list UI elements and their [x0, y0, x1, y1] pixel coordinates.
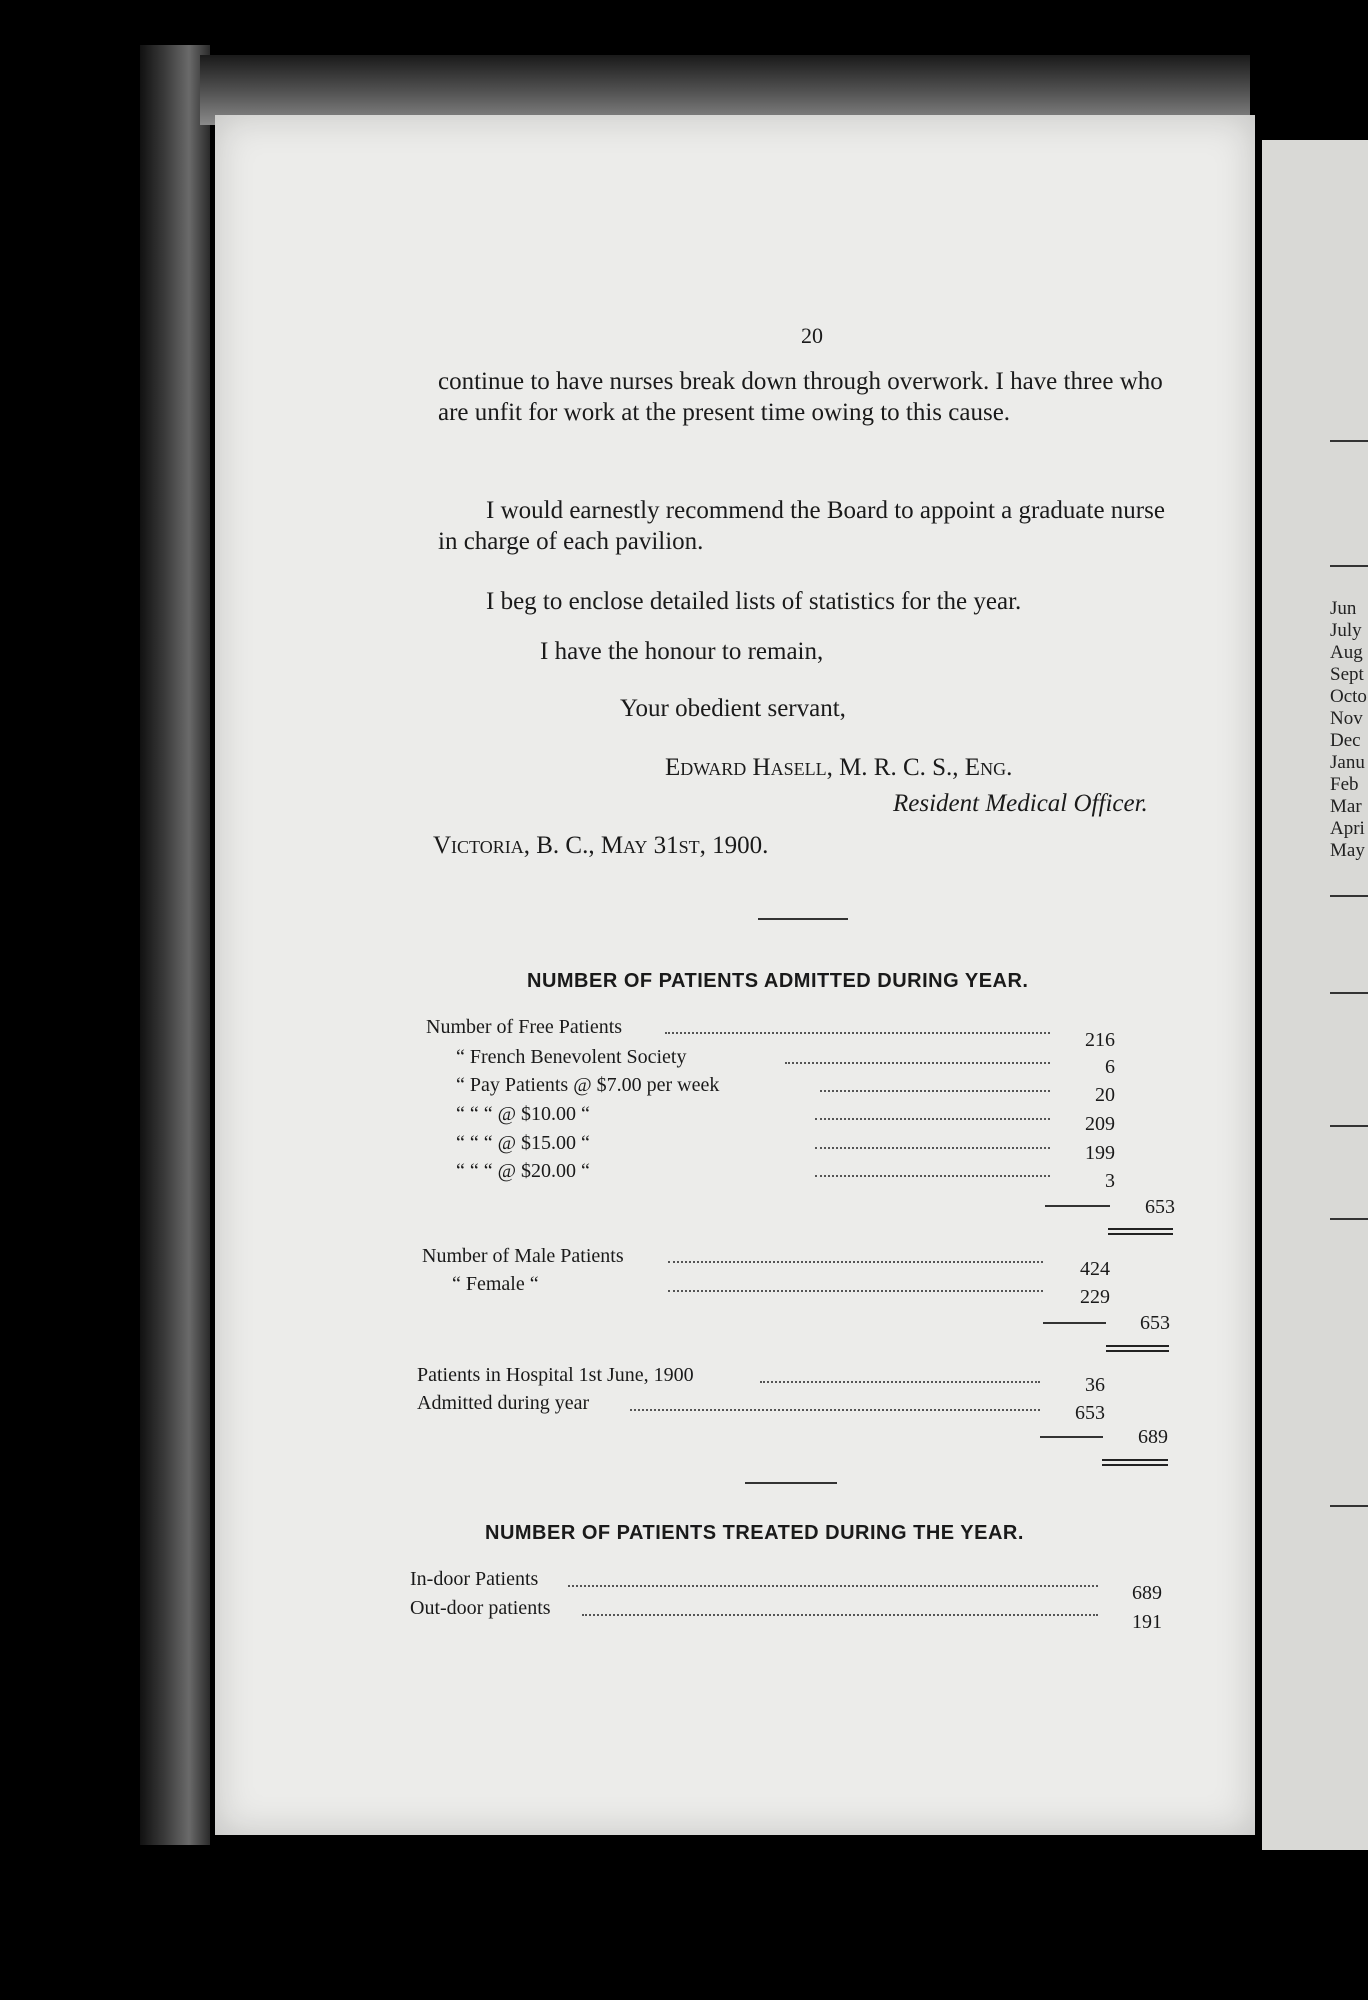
table-row-label: “ “ “ @ $20.00 “	[456, 1160, 590, 1182]
table-row-value: 209	[1085, 1113, 1115, 1135]
adjacent-month: Jun	[1330, 598, 1357, 619]
adjacent-month: Aug	[1330, 642, 1363, 663]
leader-dots	[630, 1407, 1040, 1411]
total-double-rule	[1106, 1345, 1169, 1352]
adjacent-month: Mar	[1330, 796, 1362, 817]
table-row-label: “ French Benevolent Society	[456, 1046, 687, 1068]
adjacent-rule	[1330, 895, 1368, 897]
letter-paragraph: continue to have nurses break down through overwork. I have three who are unfit for work at the present time owing to this cause.	[438, 368, 1163, 426]
section-heading-admitted: NUMBER OF PATIENTS ADMITTED DURING YEAR.	[527, 970, 1029, 992]
leader-dots	[665, 1030, 1050, 1034]
table-row-value: 689	[1132, 1582, 1162, 1604]
table-row-value: 229	[1080, 1286, 1110, 1308]
table-row-label: “ Female “	[452, 1273, 539, 1295]
adjacent-month: Janu	[1330, 752, 1365, 773]
place-date: Victoria, B. C., May 31st, 1900.	[433, 832, 769, 859]
table-row-label: Out-door patients	[410, 1597, 551, 1619]
table-row-value: 199	[1085, 1142, 1115, 1164]
table-row-label: Number of Free Patients	[426, 1016, 623, 1038]
signature-name: Edward Hasell, M. R. C. S., Eng.	[665, 754, 1013, 781]
table-row-value: 3	[1105, 1170, 1115, 1192]
leader-dots	[815, 1145, 1050, 1149]
leader-dots	[815, 1116, 1050, 1120]
table-row-value: 20	[1095, 1084, 1115, 1106]
group-total: 653	[1140, 1312, 1170, 1334]
adjacent-month: Sept	[1330, 664, 1364, 685]
group-total: 653	[1145, 1196, 1175, 1218]
adjacent-rule	[1330, 1218, 1368, 1220]
leader-dots	[815, 1173, 1050, 1177]
letter-paragraph: I would earnestly recommend the Board to appoint a graduate nurse in charge of each pavilion.	[438, 497, 1165, 555]
total-double-rule	[1102, 1459, 1168, 1466]
letter-paragraph: I beg to enclose detailed lists of statistics for the year.	[486, 588, 1022, 615]
signature-title: Resident Medical Officer.	[893, 790, 1148, 817]
leader-dots	[668, 1259, 1043, 1263]
adjacent-month: Feb	[1330, 774, 1359, 795]
leader-dots	[582, 1612, 1098, 1616]
subtotal-rule	[1043, 1322, 1106, 1324]
adjacent-month: Dec	[1330, 730, 1361, 751]
table-row-label: “ Pay Patients @ $7.00 per week	[456, 1074, 720, 1096]
subtotal-rule	[1040, 1436, 1103, 1438]
table-row-label: Number of Male Patients	[422, 1245, 624, 1267]
closing-line: I have the honour to remain,	[540, 638, 824, 665]
adjacent-rule	[1330, 1125, 1368, 1127]
table-row-label: Admitted during year	[417, 1392, 590, 1414]
section-heading-treated: NUMBER OF PATIENTS TREATED DURING THE YEAR.	[485, 1522, 1024, 1544]
page-number: 20	[801, 323, 823, 348]
adjacent-rule	[1330, 992, 1368, 994]
table-row-label: “ “ “ @ $15.00 “	[456, 1132, 590, 1154]
adjacent-rule	[1330, 1505, 1368, 1507]
leader-dots	[820, 1088, 1050, 1092]
table-row-value: 424	[1080, 1258, 1110, 1280]
subtotal-rule	[1045, 1205, 1110, 1207]
adjacent-month: Octo	[1330, 686, 1367, 707]
adjacent-rule	[1330, 565, 1368, 567]
table-row-label: In-door Patients	[410, 1568, 539, 1590]
section-divider	[758, 918, 848, 920]
total-double-rule	[1108, 1228, 1173, 1235]
table-row-value: 653	[1075, 1402, 1105, 1424]
table-row-label: Patients in Hospital 1st June, 1900	[417, 1364, 694, 1386]
table-row-value: 216	[1085, 1029, 1115, 1051]
table-row-value: 6	[1105, 1056, 1115, 1078]
adjacent-month: May	[1330, 840, 1365, 861]
adjacent-month: July	[1330, 620, 1362, 641]
leader-dots	[568, 1583, 1098, 1587]
adjacent-rule	[1330, 440, 1368, 442]
section-divider	[745, 1482, 837, 1484]
leader-dots	[668, 1288, 1043, 1292]
table-row-label: “ “ “ @ $10.00 “	[456, 1103, 590, 1125]
table-row-value: 191	[1132, 1611, 1162, 1633]
leader-dots	[785, 1060, 1050, 1064]
group-total: 689	[1138, 1426, 1168, 1448]
table-row-value: 36	[1085, 1374, 1105, 1396]
leader-dots	[760, 1379, 1040, 1383]
closing-salutation: Your obedient servant,	[620, 695, 846, 722]
adjacent-month: Nov	[1330, 708, 1363, 729]
adjacent-month: Apri	[1330, 818, 1365, 839]
